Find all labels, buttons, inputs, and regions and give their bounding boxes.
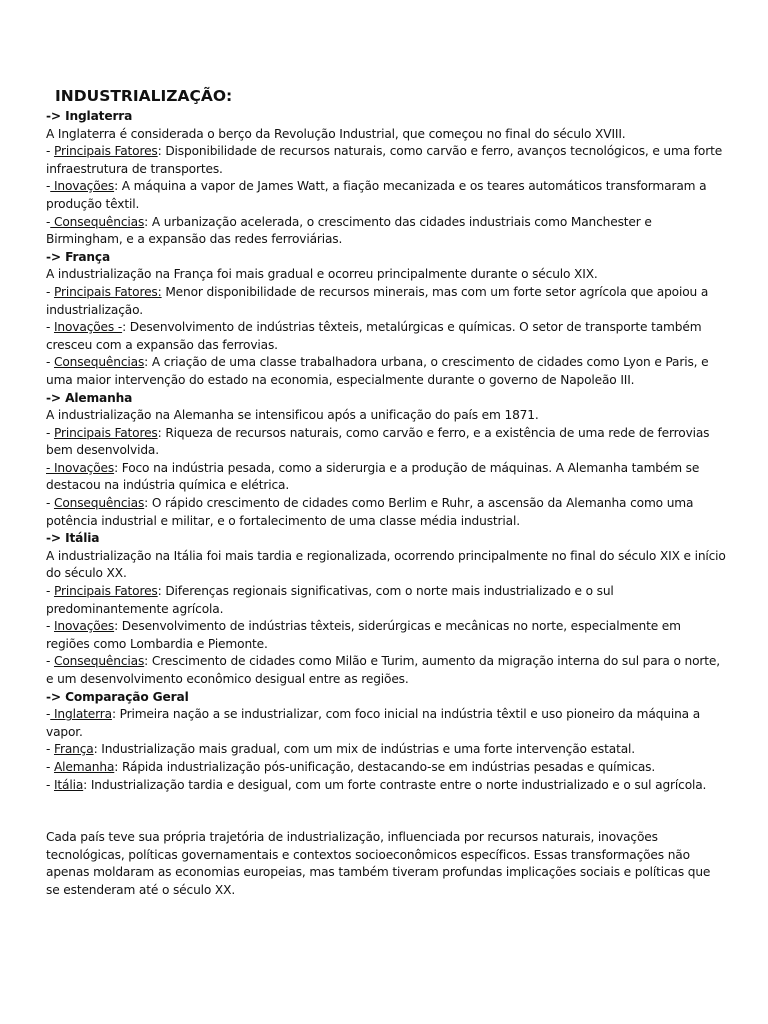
consequencias-inglaterra [46,214,726,249]
text-alemanha: : Rápida industrialização pós-unificação, destacando-se em indústrias pesadas e químicas. [114,759,656,774]
inovacoes-franca [46,319,726,354]
document-title: INDUSTRIALIZAÇÃO: [55,87,233,105]
label-inovacoes: Inovações - [53,320,123,335]
text-italia: : Industrialização tardia e desigual, com um forte contraste entre o norte industrializado e o sul agrícola. [83,777,707,792]
bullet-prefix: - [46,619,54,634]
section-heading-comparacao: -> Comparação Geral [46,689,189,704]
fatores-franca [46,284,726,319]
paragraph-spacer [46,794,726,829]
conclusion-paragraph: Cada país teve sua própria trajetória de industrialização, influenciada por recursos naturais, inovações tecnológicas, políticas governamentais e contextos socioeconômicos específicos. Essas transformações não apenas moldaram as economias europeias, mas também tiveram profundas implicações sociais e políticas que se estenderam até o século XX. [46,830,711,897]
fatores-alemanha [46,425,726,460]
fatores-italia [46,583,726,618]
comparacao-inglaterra [46,706,726,741]
document-body [46,86,726,900]
bullet-prefix: - [46,179,51,194]
label-franca: França [53,742,94,757]
bullet-prefix: - [46,284,54,299]
text-inovacoes: : A máquina a vapor de James Watt, a fiação mecanizada e os teares automáticos transformaram a produção têxtil. [46,179,707,211]
intro-italia: A industrialização na Itália foi mais tardia e regionalizada, ocorrendo principalmente no final do século XIX e início do século XX. [46,548,726,581]
label-inovacoes: Inovações [50,179,115,194]
fatores-inglaterra [46,143,726,178]
bullet-prefix: - [46,320,54,335]
bullet-prefix: - [46,144,54,159]
label-inovacoes: Inovações [53,619,115,634]
text-inovacoes: : Desenvolvimento de indústrias têxteis, siderúrgicas e mecânicas no norte, especialmente em regiões como Lombardia e Piemonte. [46,619,681,651]
label-consequencias: Consequências [53,355,145,370]
text-inovacoes: : Desenvolvimento de indústrias têxteis, metalúrgicas e químicas. O setor de transporte também cresceu com a expansão das ferrovias. [46,320,702,352]
comparacao-franca [46,741,726,759]
label-inovacoes: - Inovações [46,460,115,475]
label-consequencias: Consequências [53,654,145,669]
inovacoes-alemanha [46,460,726,495]
bullet-prefix: - [46,496,54,511]
inovacoes-italia [46,618,726,653]
text-franca: : Industrialização mais gradual, com um mix de indústrias e uma forte intervenção estatal. [93,742,635,757]
text-consequencias: : A urbanização acelerada, o crescimento das cidades industriais como Manchester e Birmingham, e a expansão das redes ferroviárias. [46,214,652,247]
text-principais-fatores: : Diferenças regionais significativas, com o norte mais industrializado e o sul predominantemente agrícola. [46,584,614,616]
bullet-prefix: - [46,425,54,440]
bullet-prefix: - [46,214,51,229]
text-consequencias: : O rápido crescimento de cidades como Berlim e Ruhr, a ascensão da Alemanha como uma potência industrial e militar, e o fortalecimento de uma classe média industrial. [46,496,694,528]
intro-alemanha: A industrialização na Alemanha se intensificou após a unificação do país em 1871. [46,408,539,423]
bullet-prefix: - [46,584,54,599]
section-heading-franca: -> França [46,249,111,264]
label-consequencias: Consequências [50,214,145,229]
label-principais-fatores: Principais Fatores [53,144,158,159]
label-italia: Itália [53,777,84,792]
label-principais-fatores: Principais Fatores: [53,284,162,299]
inovacoes-inglaterra [46,178,726,213]
label-consequencias: Consequências [53,496,145,511]
consequencias-italia [46,653,726,688]
intro-inglaterra: A Inglaterra é considerada o berço da Revolução Industrial, que começou no final do século XVIII. [46,126,626,141]
text-principais-fatores: Menor disponibilidade de recursos minerais, mas com um forte setor agrícola que apoiou a industrialização. [46,284,709,317]
bullet-prefix: - [46,777,54,792]
label-inglaterra: Inglaterra [50,707,112,722]
bullet-prefix: - [46,707,51,722]
label-principais-fatores: Principais Fatores [53,584,158,599]
consequencias-alemanha [46,495,726,530]
label-alemanha: Alemanha [53,759,115,774]
bullet-prefix: - [46,759,54,774]
bullet-prefix: - [46,355,54,370]
comparacao-alemanha [46,759,726,777]
text-principais-fatores: : Disponibilidade de recursos naturais, como carvão e ferro, avanços tecnológicos, e uma forte infraestrutura de transportes. [46,144,723,176]
consequencias-franca [46,354,726,389]
text-consequencias: : A criação de uma classe trabalhadora urbana, o crescimento de cidades como Lyon e Paris, e uma maior intervenção do estado na economia, especialmente durante o governo de Napoleão III. [46,355,709,387]
bullet-prefix: - [46,654,54,669]
section-heading-alemanha: -> Alemanha [46,390,133,405]
comparacao-italia [46,777,726,795]
intro-franca: A industrialização na França foi mais gradual e ocorreu principalmente durante o século XIX. [46,267,598,282]
text-principais-fatores: : Riqueza de recursos naturais, como carvão e ferro, e a existência de uma rede de ferrovias bem desenvolvida. [46,425,710,458]
section-heading-italia: -> Itália [46,531,100,546]
text-inovacoes: : Foco na indústria pesada, como a siderurgia e a produção de máquinas. A Alemanha também se destacou na indústria química e elétrica. [46,460,700,493]
bullet-prefix: - [46,742,54,757]
text-inglaterra: : Primeira nação a se industrializar, com foco inicial na indústria têxtil e uso pioneiro da máquina a vapor. [46,707,701,739]
section-heading-inglaterra: -> Inglaterra [46,109,133,123]
label-principais-fatores: Principais Fatores [53,425,158,440]
text-consequencias: : Crescimento de cidades como Milão e Turim, aumento da migração interna do sul para o norte, e um desenvolvimento econômico desigual entre as regiões. [46,654,720,686]
